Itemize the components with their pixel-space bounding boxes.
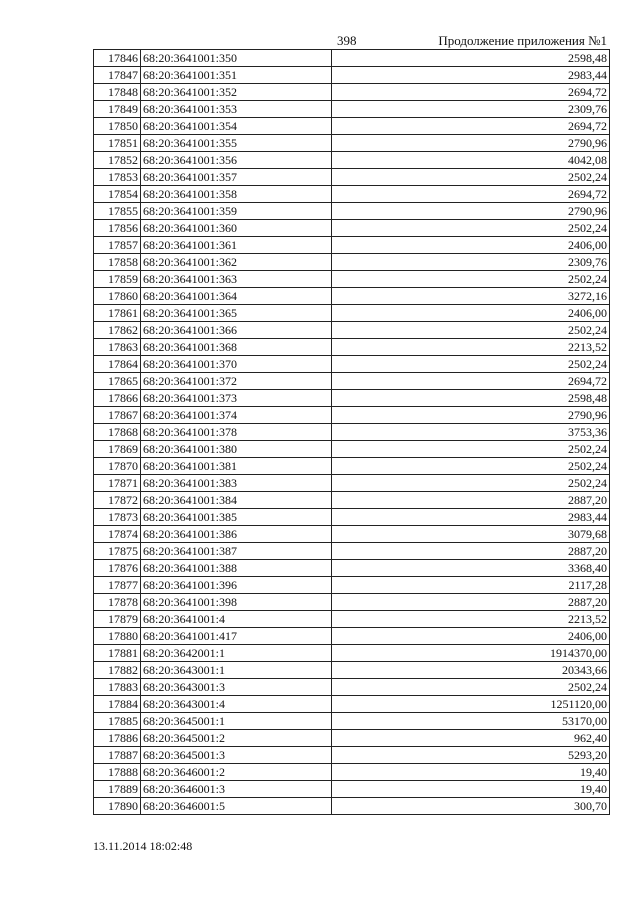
row-number-cell: 17887 — [94, 747, 141, 764]
row-number-cell: 17868 — [94, 424, 141, 441]
cadastral-number-cell: 68:20:3645001:1 — [141, 713, 332, 730]
row-number-cell: 17862 — [94, 322, 141, 339]
cadastral-number-cell: 68:20:3641001:384 — [141, 492, 332, 509]
cadastral-number-cell: 68:20:3641001:365 — [141, 305, 332, 322]
table-row — [94, 407, 610, 424]
cadastral-number-cell: 68:20:3641001:372 — [141, 373, 332, 390]
table-row — [94, 84, 610, 101]
cadastral-value-cell: 20343,66 — [332, 662, 610, 679]
cadastral-value-cell: 2598,48 — [332, 390, 610, 407]
cadastral-number-cell: 68:20:3643001:1 — [141, 662, 332, 679]
cadastral-number-cell: 68:20:3641001:355 — [141, 135, 332, 152]
cadastral-number-cell: 68:20:3641001:366 — [141, 322, 332, 339]
cadastral-value-cell: 2887,20 — [332, 594, 610, 611]
cadastral-value-cell: 2213,52 — [332, 611, 610, 628]
cadastral-value-cell: 2790,96 — [332, 407, 610, 424]
row-number-cell: 17848 — [94, 84, 141, 101]
table-row — [94, 101, 610, 118]
table-row — [94, 390, 610, 407]
row-number-cell: 17872 — [94, 492, 141, 509]
cadastral-value-cell: 2887,20 — [332, 492, 610, 509]
row-number-cell: 17866 — [94, 390, 141, 407]
cadastral-number-cell: 68:20:3641001:358 — [141, 186, 332, 203]
table-row — [94, 67, 610, 84]
table-row — [94, 764, 610, 781]
row-number-cell: 17852 — [94, 152, 141, 169]
cadastral-value-cell: 962,40 — [332, 730, 610, 747]
table-row — [94, 220, 610, 237]
cadastral-value-cell: 2694,72 — [332, 186, 610, 203]
cadastral-value-cell: 2598,48 — [332, 50, 610, 67]
cadastral-number-cell: 68:20:3641001:396 — [141, 577, 332, 594]
table-row — [94, 645, 610, 662]
table-row — [94, 118, 610, 135]
row-number-cell: 17888 — [94, 764, 141, 781]
table-row — [94, 781, 610, 798]
cadastral-number-cell: 68:20:3641001:363 — [141, 271, 332, 288]
cadastral-value-cell: 2502,24 — [332, 220, 610, 237]
cadastral-value-cell: 2406,00 — [332, 305, 610, 322]
cadastral-number-cell: 68:20:3641001:370 — [141, 356, 332, 373]
row-number-cell: 17876 — [94, 560, 141, 577]
row-number-cell: 17851 — [94, 135, 141, 152]
cadastral-value-cell: 19,40 — [332, 781, 610, 798]
row-number-cell: 17875 — [94, 543, 141, 560]
cadastral-number-cell: 68:20:3643001:4 — [141, 696, 332, 713]
row-number-cell: 17847 — [94, 67, 141, 84]
table-row — [94, 594, 610, 611]
table-row — [94, 560, 610, 577]
table-row — [94, 679, 610, 696]
cadastral-value-cell: 2887,20 — [332, 543, 610, 560]
table-row — [94, 441, 610, 458]
table-row — [94, 730, 610, 747]
row-number-cell: 17858 — [94, 254, 141, 271]
cadastral-number-cell: 68:20:3641001:388 — [141, 560, 332, 577]
row-number-cell: 17859 — [94, 271, 141, 288]
cadastral-value-cell: 2502,24 — [332, 169, 610, 186]
cadastral-value-cell: 2502,24 — [332, 458, 610, 475]
table-row — [94, 526, 610, 543]
cadastral-value-cell: 2213,52 — [332, 339, 610, 356]
row-number-cell: 17869 — [94, 441, 141, 458]
row-number-cell: 17867 — [94, 407, 141, 424]
row-number-cell: 17865 — [94, 373, 141, 390]
cadastral-value-cell: 2117,28 — [332, 577, 610, 594]
cadastral-number-cell: 68:20:3641001:357 — [141, 169, 332, 186]
table-row — [94, 713, 610, 730]
cadastral-number-cell: 68:20:3641001:353 — [141, 101, 332, 118]
row-number-cell: 17884 — [94, 696, 141, 713]
cadastral-number-cell: 68:20:3641001:354 — [141, 118, 332, 135]
cadastral-number-cell: 68:20:3641001:383 — [141, 475, 332, 492]
cadastral-number-cell: 68:20:3641001:374 — [141, 407, 332, 424]
row-number-cell: 17871 — [94, 475, 141, 492]
print-timestamp: 13.11.2014 18:02:48 — [93, 839, 193, 853]
table-row — [94, 628, 610, 645]
cadastral-value-cell: 2694,72 — [332, 373, 610, 390]
cadastral-value-cell: 2694,72 — [332, 84, 610, 101]
cadastral-number-cell: 68:20:3641001:356 — [141, 152, 332, 169]
table-row — [94, 135, 610, 152]
table-row — [94, 186, 610, 203]
cadastral-number-cell: 68:20:3641001:381 — [141, 458, 332, 475]
cadastral-value-cell: 2790,96 — [332, 203, 610, 220]
table-row — [94, 237, 610, 254]
table-row — [94, 271, 610, 288]
cadastral-number-cell: 68:20:3646001:5 — [141, 798, 332, 815]
table-row — [94, 577, 610, 594]
cadastral-value-table — [93, 49, 610, 815]
cadastral-value-cell: 1251120,00 — [332, 696, 610, 713]
row-number-cell: 17878 — [94, 594, 141, 611]
cadastral-value-cell: 2502,24 — [332, 271, 610, 288]
row-number-cell: 17855 — [94, 203, 141, 220]
table-row — [94, 254, 610, 271]
cadastral-value-cell: 2309,76 — [332, 101, 610, 118]
table-row — [94, 50, 610, 67]
cadastral-value-cell: 2502,24 — [332, 356, 610, 373]
cadastral-number-cell: 68:20:3641001:4 — [141, 611, 332, 628]
table-row — [94, 152, 610, 169]
row-number-cell: 17846 — [94, 50, 141, 67]
row-number-cell: 17873 — [94, 509, 141, 526]
cadastral-value-cell: 5293,20 — [332, 747, 610, 764]
cadastral-number-cell: 68:20:3645001:3 — [141, 747, 332, 764]
cadastral-number-cell: 68:20:3646001:3 — [141, 781, 332, 798]
row-number-cell: 17885 — [94, 713, 141, 730]
row-number-cell: 17863 — [94, 339, 141, 356]
cadastral-number-cell: 68:20:3642001:1 — [141, 645, 332, 662]
row-number-cell: 17849 — [94, 101, 141, 118]
cadastral-value-cell: 3753,36 — [332, 424, 610, 441]
table-row — [94, 662, 610, 679]
cadastral-number-cell: 68:20:3641001:352 — [141, 84, 332, 101]
cadastral-number-cell: 68:20:3641001:373 — [141, 390, 332, 407]
cadastral-number-cell: 68:20:3641001:386 — [141, 526, 332, 543]
cadastral-number-cell: 68:20:3641001:360 — [141, 220, 332, 237]
page-number: 398 — [337, 33, 357, 48]
cadastral-number-cell: 68:20:3641001:364 — [141, 288, 332, 305]
row-number-cell: 17857 — [94, 237, 141, 254]
table-row — [94, 356, 610, 373]
row-number-cell: 17882 — [94, 662, 141, 679]
cadastral-value-cell: 3079,68 — [332, 526, 610, 543]
cadastral-value-cell: 2983,44 — [332, 67, 610, 84]
cadastral-value-cell: 2694,72 — [332, 118, 610, 135]
cadastral-value-cell: 4042,08 — [332, 152, 610, 169]
cadastral-number-cell: 68:20:3641001:351 — [141, 67, 332, 84]
cadastral-value-cell: 2309,76 — [332, 254, 610, 271]
row-number-cell: 17864 — [94, 356, 141, 373]
table-row — [94, 611, 610, 628]
row-number-cell: 17877 — [94, 577, 141, 594]
cadastral-number-cell: 68:20:3641001:387 — [141, 543, 332, 560]
cadastral-value-cell: 2406,00 — [332, 237, 610, 254]
row-number-cell: 17854 — [94, 186, 141, 203]
cadastral-number-cell: 68:20:3641001:385 — [141, 509, 332, 526]
row-number-cell: 17881 — [94, 645, 141, 662]
table-row — [94, 696, 610, 713]
cadastral-value-cell: 2502,24 — [332, 475, 610, 492]
table-row — [94, 543, 610, 560]
table-row — [94, 203, 610, 220]
cadastral-value-cell: 3368,40 — [332, 560, 610, 577]
cadastral-number-cell: 68:20:3641001:361 — [141, 237, 332, 254]
row-number-cell: 17890 — [94, 798, 141, 815]
table-row — [94, 322, 610, 339]
cadastral-number-cell: 68:20:3641001:398 — [141, 594, 332, 611]
row-number-cell: 17861 — [94, 305, 141, 322]
table-row — [94, 458, 610, 475]
row-number-cell: 17880 — [94, 628, 141, 645]
row-number-cell: 17860 — [94, 288, 141, 305]
table-row — [94, 288, 610, 305]
row-number-cell: 17886 — [94, 730, 141, 747]
cadastral-number-cell: 68:20:3645001:2 — [141, 730, 332, 747]
cadastral-number-cell: 68:20:3641001:378 — [141, 424, 332, 441]
row-number-cell: 17883 — [94, 679, 141, 696]
cadastral-number-cell: 68:20:3641001:417 — [141, 628, 332, 645]
cadastral-value-cell: 2502,24 — [332, 441, 610, 458]
cadastral-value-cell: 300,70 — [332, 798, 610, 815]
table-row — [94, 747, 610, 764]
cadastral-number-cell: 68:20:3646001:2 — [141, 764, 332, 781]
table-row — [94, 798, 610, 815]
cadastral-value-cell: 2502,24 — [332, 679, 610, 696]
cadastral-value-cell: 2790,96 — [332, 135, 610, 152]
appendix-label: Продолжение приложения №1 — [438, 33, 607, 48]
table-row — [94, 305, 610, 322]
row-number-cell: 17879 — [94, 611, 141, 628]
row-number-cell: 17853 — [94, 169, 141, 186]
cadastral-number-cell: 68:20:3641001:350 — [141, 50, 332, 67]
table-row — [94, 169, 610, 186]
table-body — [94, 50, 610, 815]
row-number-cell: 17850 — [94, 118, 141, 135]
table-row — [94, 424, 610, 441]
cadastral-value-cell: 19,40 — [332, 764, 610, 781]
row-number-cell: 17874 — [94, 526, 141, 543]
cadastral-value-cell: 3272,16 — [332, 288, 610, 305]
cadastral-number-cell: 68:20:3643001:3 — [141, 679, 332, 696]
cadastral-value-cell: 1914370,00 — [332, 645, 610, 662]
table-row — [94, 373, 610, 390]
row-number-cell: 17856 — [94, 220, 141, 237]
row-number-cell: 17870 — [94, 458, 141, 475]
cadastral-number-cell: 68:20:3641001:368 — [141, 339, 332, 356]
cadastral-number-cell: 68:20:3641001:380 — [141, 441, 332, 458]
row-number-cell: 17889 — [94, 781, 141, 798]
table-row — [94, 339, 610, 356]
cadastral-number-cell: 68:20:3641001:362 — [141, 254, 332, 271]
table-row — [94, 509, 610, 526]
cadastral-value-cell: 2406,00 — [332, 628, 610, 645]
table-row — [94, 492, 610, 509]
cadastral-number-cell: 68:20:3641001:359 — [141, 203, 332, 220]
cadastral-value-cell: 2983,44 — [332, 509, 610, 526]
cadastral-value-cell: 53170,00 — [332, 713, 610, 730]
table-row — [94, 475, 610, 492]
cadastral-value-cell: 2502,24 — [332, 322, 610, 339]
